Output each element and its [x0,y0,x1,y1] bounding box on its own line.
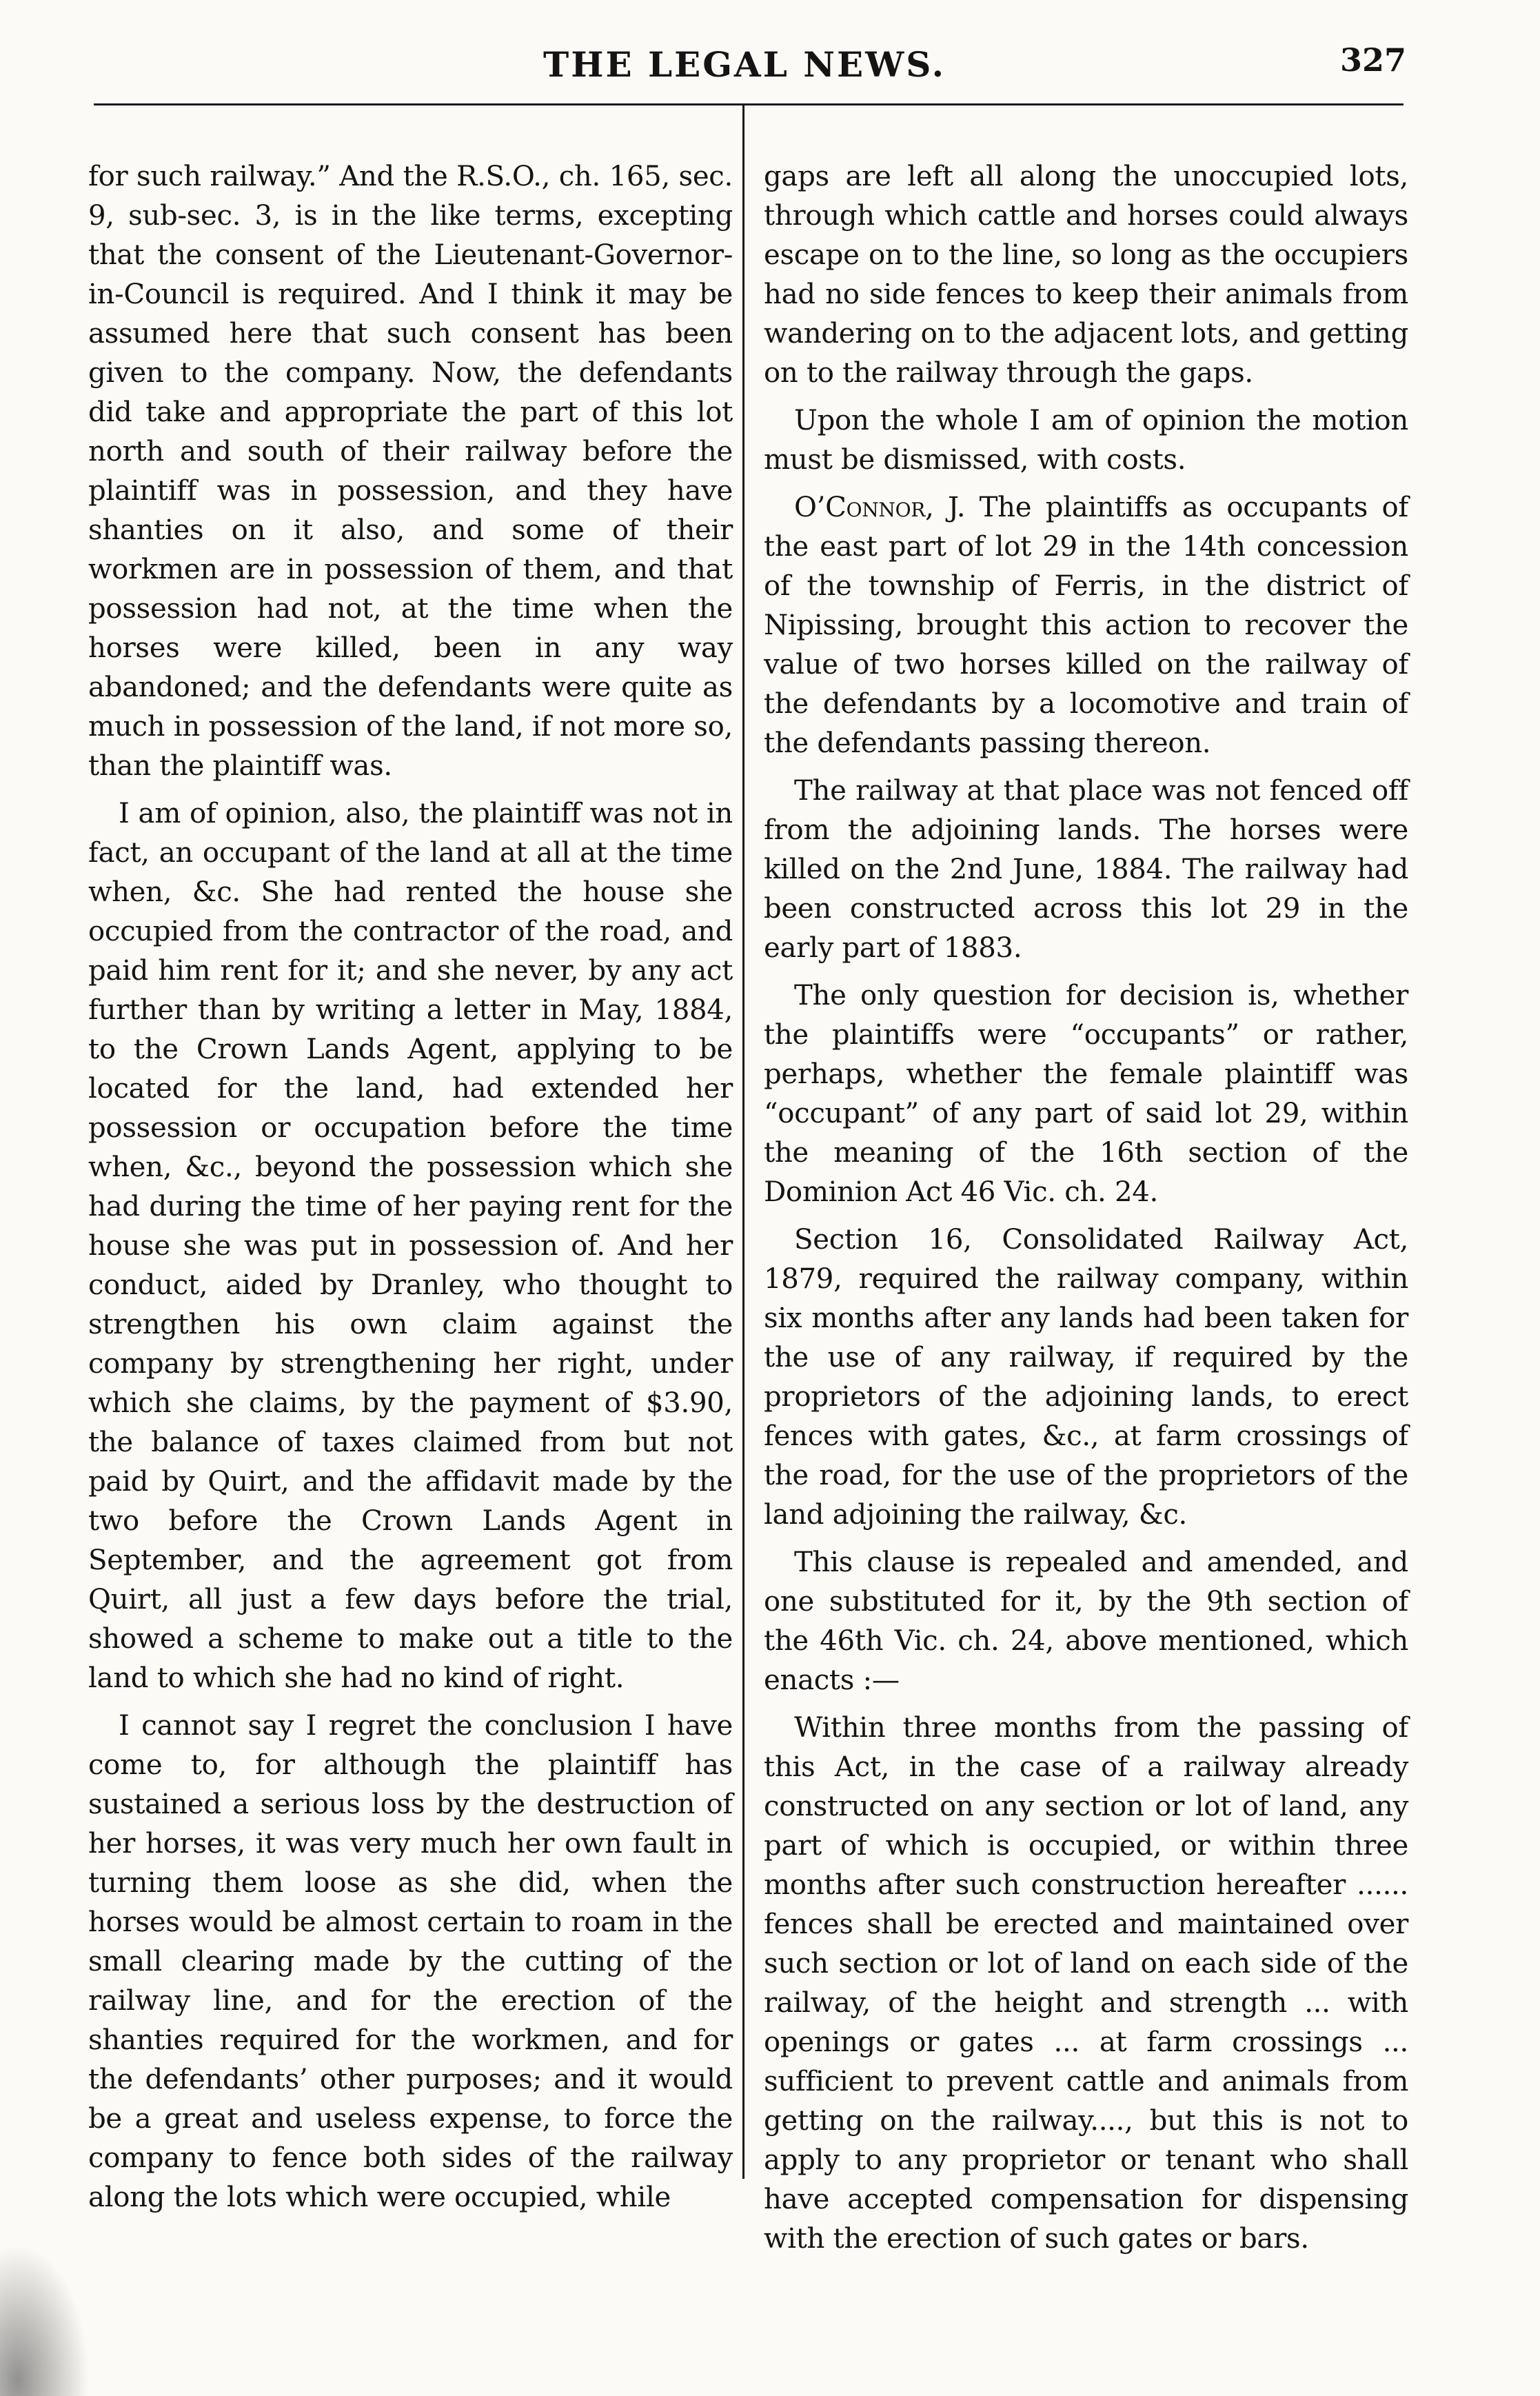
statute-quote: Within three months from the passing of this Act, in the case of a railway already constructed on any section or lot of land, any part of which is occupied, or within three months after such construction hereafter ...... fences shall be erected and maintained over such section or lot of land on each side of the railway, of the height and strength ... with openings or gates ... at farm crossings ... sufficient to prevent cattle and animals from getting on the railway...., but this is not to apply to any proprietor or tenant who shall have accepted compensation for dispensing with the erection of such gates or bars. [764,1712,1408,2255]
paragraph: This clause is repealed and amended, and one substituted for it, by the 9th section of the 46th Vic. ch. 24, above mentioned, which enacts :— [764,1547,1408,1696]
paragraph: I cannot say I regret the conclusion I have come to, for although the plaintiff has sustained a serious loss by the destruction of her horses, it was very much her own fault in turning them loose as she did, when the horses would be almost certain to roam in the small clearing made by the cutting of the railway line, and for the erection of the shanties required for the workmen, and for the defendants’ other purposes; and it would be a great and useless expense, to force the company to fence both sides of the railway along the lots which were occupied, while [88,1710,733,2213]
header-rule [94,103,1404,105]
paragraph: The only question for decision is, whether the plaintiffs were “occupants” or rather, perhaps, whether the female plaintiff was “occupant” of any part of said lot 29, within the meaning of the 16th section of the Dominion Act 46 Vic. ch. 24. [764,980,1408,1208]
page-header [83,40,1406,102]
running-title: THE LEGAL NEWS. [543,44,946,85]
paragraph-text: , J. The plaintiffs as occupants of the east part of lot 29 in the 14th concession of the township of Ferris, in the district of Nipissing, brought this action to recover the value of two horses killed on the railway of the defendants by a locomotive and train of the defendants passing thereon. [764,492,1408,759]
paragraph: for such railway.” And the R.S.O., ch. 165, sec. 9, sub-sec. 3, is in the like terms, excepting that the consent of the Lieutenant-Governor-in-Council is required. And I think it may be assumed here that such consent has been given to the company. Now, the defendants did take and appropriate the part of this lot north and south of their railway before the plaintiff was in possession, and they have shanties on it also, and some of their workmen are in possession of them, and that possession had not, at the time when the horses were killed, been in any way abandoned; and the defendants were quite as much in possession of the land, if not more so, than the plaintiff was. [88,161,733,782]
page-number: 327 [1339,41,1406,79]
right-column [764,157,1408,2267]
page-edge-smudge [0,2244,90,2396]
judge-name: O’Connor [794,492,926,523]
paragraph: Section 16, Consolidated Railway Act, 1879, required the railway company, within six months after any lands had been taken for the use of any railway, if required by the proprietors of the adjoining lands, to erect fences with gates, &c., at farm crossings of the road, for the use of the proprietors of the land adjoining the railway, &c. [764,1224,1408,1531]
paragraph: Upon the whole I am of opinion the motion must be dismissed, with costs. [764,405,1408,476]
column-divider [742,103,744,2179]
left-column [88,157,733,2226]
paragraph [764,488,1408,763]
paragraph: I am of opinion, also, the plaintiff was not in fact, an occupant of the land at all at the time when, &c. She had rented the house she occupied from the contractor of the road, and paid him rent for it; and she never, by any act further than by writing a letter in May, 1884, to the Crown Lands Agent, applying to be located for the land, had extended her possession or occupation before the time when, &c., beyond the possession which she had during the time of her paying rent for the house she was put in possession of. And her conduct, aided by Dranley, who thought to strengthen his own claim against the company by strengthening her right, under which she claims, by the payment of $3.90, the balance of taxes claimed from but not paid by Quirt, and the affidavit made by the two before the Crown Lands Agent in September, and the agreement got from Quirt, all just a few days before the trial, showed a scheme to make out a title to the land to which she had no kind of right. [88,798,733,1694]
paragraph: gaps are left all along the unoccupied lots, through which cattle and horses could always escape on to the line, so long as the occupiers had no side fences to keep their animals from wandering on to the adjacent lots, and getting on to the railway through the gaps. [764,161,1408,389]
paragraph: The railway at that place was not fenced off from the adjoining lands. The horses were killed on the 2nd June, 1884. The railway had been constructed across this lot 29 in the early part of 1883. [764,775,1408,964]
